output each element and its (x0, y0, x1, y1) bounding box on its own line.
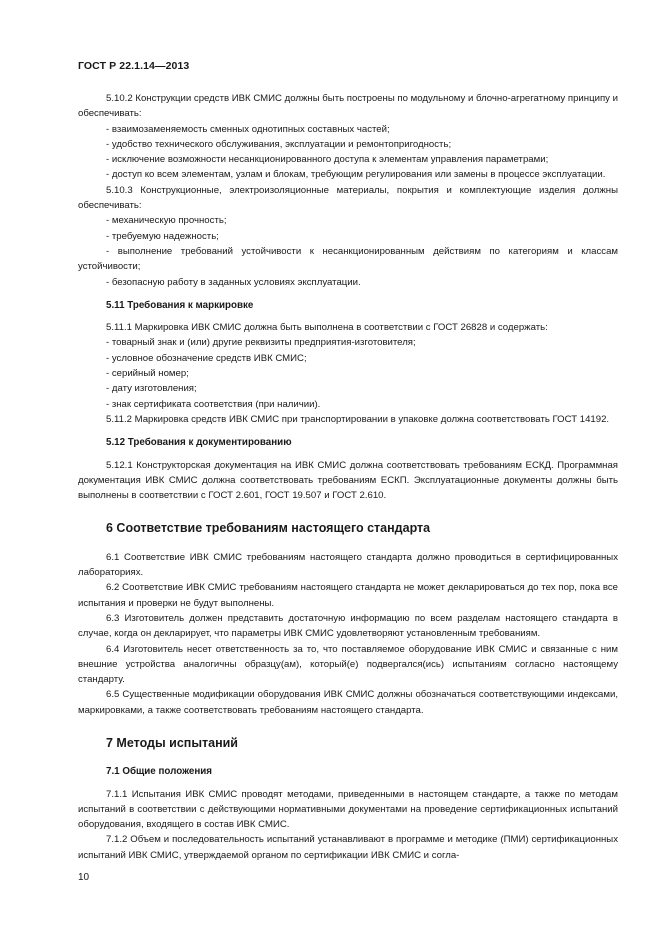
section-heading: 6 Соответствие требованиям настоящего стандарта (106, 521, 431, 536)
list-item: - дату изготовления; (106, 383, 197, 395)
paragraph: 6.4 Изготовитель несет ответственность за то, что поставляемое оборудование ИВК СМИС и связанные с ним внешние устройства аналогичны образцу(ам), который(е) подвергался(ись) испытаниям согласно настоящему стандарту. (78, 643, 618, 686)
paragraph: 5.11.1 Маркировка ИВК СМИС должна быть выполнена в соответствии с ГОСТ 26828 и содержать: (106, 322, 548, 334)
document-body (78, 91, 618, 863)
paragraph: 6.1 Соответствие ИВК СМИС требованиям настоящего стандарта должно проводиться в сертифицированных лабораториях. (78, 551, 618, 579)
list-item: - серийный номер; (106, 368, 189, 380)
subsection-heading: 5.11 Требования к маркировке (106, 299, 254, 311)
paragraph: 7.1.1 Испытания ИВК СМИС проводят методами, приведенными в настоящем стандарте, а также по методам испытаний в соответствии с действующими нормативными документами на проведение сертификационных испытаний оборудования, входящего в состав ИВК СМИС. (78, 788, 618, 831)
list-item: - механическую прочность; (106, 215, 227, 227)
paragraph: 5.12.1 Конструкторская документация на ИВК СМИС должна соответствовать требованиям ЕСКД. Программная документация ИВК СМИС должна соответствовать требованиям ЕСКП. Эксплуатационные документы должны быть выполнены в соответствии с ГОСТ 2.601, ГОСТ 19.507 и ГОСТ 2.610. (78, 459, 618, 502)
paragraph: 7.1.2 Объем и последовательность испытаний устанавливают в программе и методике (ПМИ) сертификационных испытаний ИВК СМИС, утверждаемой органом по сертификации ИВК СМИС и согла- (78, 834, 618, 861)
paragraph: 5.10.2 Конструкции средств ИВК СМИС должны быть построены по модульному и блочно-агрегатному принципу и обеспечивать: (78, 93, 618, 120)
list-item: - требуемую надежность; (106, 230, 219, 242)
list-item: - выполнение требований устойчивости к несанкционированным действиям по категориям и классам устойчивости; (78, 245, 618, 273)
list-item: - условное обозначение средств ИВК СМИС; (106, 352, 307, 364)
list-item: - безопасную работу в заданных условиях эксплуатации. (106, 276, 361, 288)
subsection-heading: 5.12 Требования к документированию (106, 437, 292, 449)
list-item: - доступ ко всем элементам, узлам и блокам, требующим регулирования или замены в процессе эксплуатации. (106, 169, 606, 181)
subsection-heading: 7.1 Общие положения (106, 766, 213, 778)
list-item: - знак сертификата соответствия (при наличии). (106, 398, 321, 410)
paragraph: 6.3 Изготовитель должен представить достаточную информацию по всем разделам настоящего стандарта в случае, когда он декларирует, что параметры ИВК СМИС удовлетворяют установленным требованиям. (78, 612, 618, 640)
list-item: - удобство технического обслуживания, эксплуатации и ремонтопригодность; (106, 138, 452, 150)
paragraph: 5.10.3 Конструкционные, электроизоляционные материалы, покрытия и комплектующие изделия должны обеспечивать: (78, 184, 618, 212)
page-number: 10 (78, 872, 90, 883)
paragraph: 5.11.2 Маркировка средств ИВК СМИС при транспортировании в упаковке должна соответствовать ГОСТ 14192. (106, 413, 610, 425)
list-item: - взаимозаменяемость сменных однотипных составных частей; (106, 123, 390, 135)
document-header: ГОСТ Р 22.1.14—2013 (78, 60, 190, 72)
list-item: - исключение возможности несанкционированного доступа к элементам управления параметрами; (106, 154, 549, 166)
paragraph: 6.2 Соответствие ИВК СМИС требованиям настоящего стандарта не может декларироваться до тех пор, пока все испытания и проверки не будут выполнены. (78, 582, 618, 609)
list-item: - товарный знак и (или) другие реквизиты предприятия-изготовителя; (106, 337, 416, 349)
section-heading: 7 Методы испытаний (106, 735, 238, 750)
paragraph: 6.5 Существенные модификации оборудования ИВК СМИС должны обозначаться соответствующими индексами, маркировками, а также соответствовать требованиям настоящего стандарта. (78, 689, 618, 716)
